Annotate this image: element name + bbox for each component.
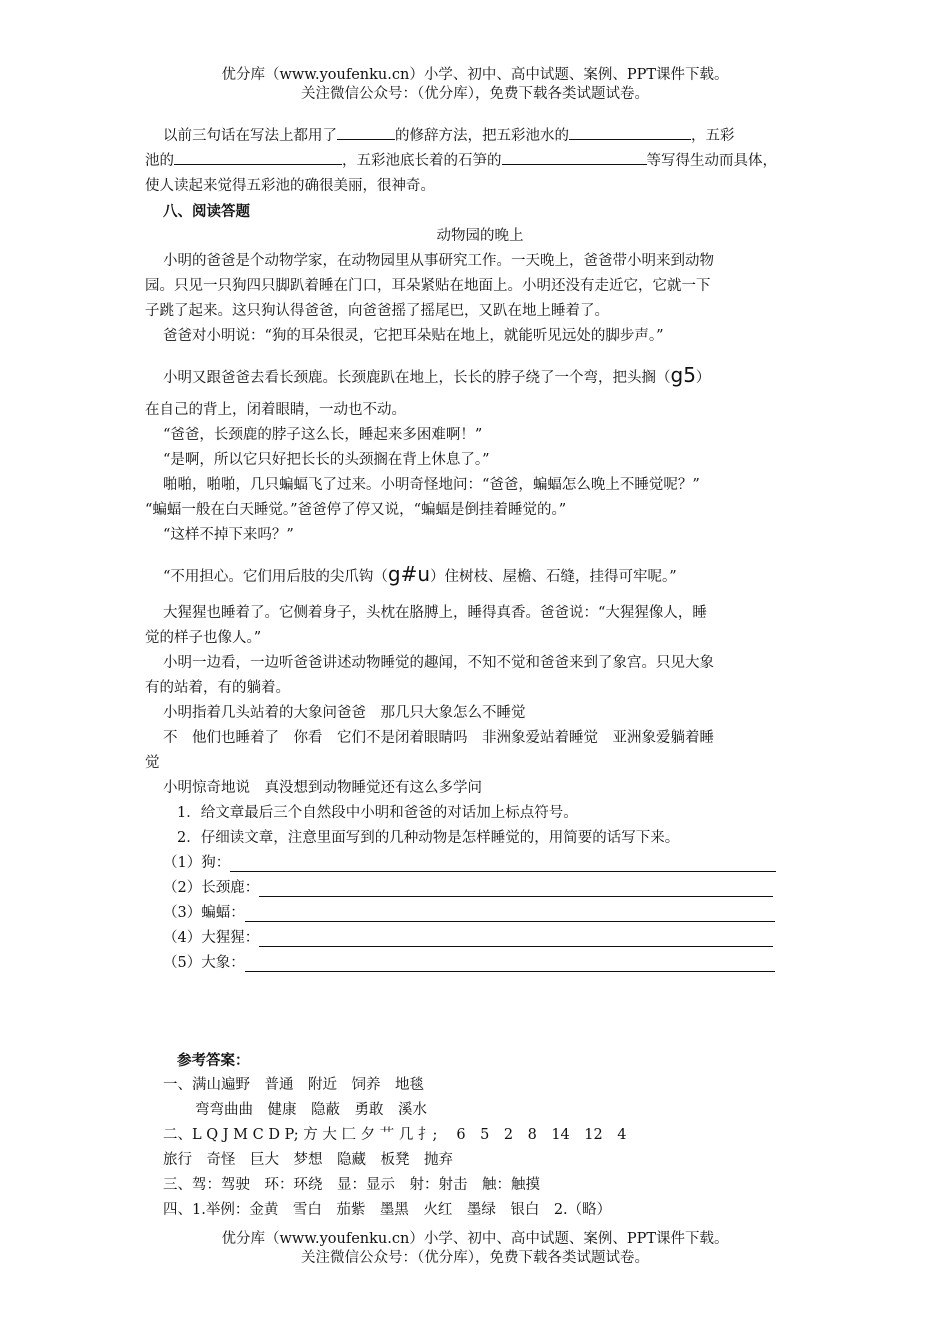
paragraph: “是啊，所以它只好把长长的头颈搁在背上休息了。” xyxy=(163,452,490,468)
answer-line: 二、L Q J M C D P; 方 大 匚 夕 艹 几 扌; 6 5 2 8 14 12 4 xyxy=(163,1127,627,1143)
paragraph xyxy=(145,554,815,597)
paragraph: 觉 xyxy=(145,755,160,771)
main-content xyxy=(145,124,815,1223)
answer-line: 旅行 奇怪 巨大 梦想 隐藏 板凳 抛弃 xyxy=(163,1152,453,1168)
footer-line-1: 优分库（www.youfenku.cn）小学、初中、高中试题、案例、PPT课件下载。 xyxy=(221,1231,729,1247)
paragraph: 小明一边看，一边听爸爸讲述动物睡觉的趣闻，不知不觉和爸爸来到了象宫。只见大象 xyxy=(163,655,714,671)
paragraph: 小明的爸爸是个动物学家，在动物园里从事研究工作。一天晚上，爸爸带小明来到动物 xyxy=(163,253,714,269)
paragraph xyxy=(145,355,815,398)
paragraph: “爸爸，长颈鹿的脖子这么长，睡起来多困难啊！” xyxy=(163,427,483,443)
question-2: 2．仔细读文章，注意里面写到的几种动物是怎样睡觉的，用简要的话写下来。 xyxy=(177,830,680,846)
blank-line xyxy=(502,149,647,165)
answer-blank[interactable] xyxy=(245,954,775,972)
paragraph: “这样不掉下来吗？” xyxy=(163,527,294,543)
intro-text: 以前三句话在写法上都用了 xyxy=(163,128,337,144)
question-1: 1．给文章最后三个自然段中小明和爸爸的对话加上标点符号。 xyxy=(177,805,578,821)
paragraph: 在自己的背上，闭着眼睛，一动也不动。 xyxy=(145,402,406,418)
fill-label: （1）狗： xyxy=(163,855,231,871)
intro-line-3: 使人读起来觉得五彩池的确很美丽，很神奇。 xyxy=(145,178,435,194)
fill-label: （5）大象： xyxy=(163,955,245,971)
pinyin-glyph: g#u xyxy=(387,562,431,586)
paragraph: 子跳了起来。这只狗认得爸爸，向爸爸摇了摇尾巴，又趴在地上睡着了。 xyxy=(145,303,609,319)
paragraph-text: 小明又跟爸爸去看长颈鹿。长颈鹿趴在地上，长长的脖子绕了一个弯，把头搁（ xyxy=(163,370,671,386)
spacer xyxy=(145,976,815,1048)
paragraph: 大猩猩也睡着了。它侧着身子，头枕在胳膊上，睡得真香。爸爸说：“大猩猩像人，睡 xyxy=(163,605,707,621)
article-title: 动物园的晚上 xyxy=(436,228,524,244)
fill-label: （2）长颈鹿： xyxy=(163,880,260,896)
answers-heading: 参考答案： xyxy=(177,1052,250,1069)
answer-line: 弯弯曲曲 健康 隐蔽 勇敢 溪水 xyxy=(195,1102,427,1118)
intro-text: ，五彩 xyxy=(691,128,735,144)
paragraph: 不 他们也睡着了 你看 它们不是闭着眼睛吗 非洲象爱站着睡觉 亚洲象爱躺着睡 xyxy=(163,730,714,746)
header-line-2: 关注微信公众号：（优分库），免费下载各类试题试卷。 xyxy=(301,86,649,102)
intro-text: ，五彩池底长着的石笋的 xyxy=(342,153,502,169)
answer-line: 三、驾：驾驶 环：环绕 显：显示 射：射击 触：触摸 xyxy=(163,1177,540,1193)
answer-blank[interactable] xyxy=(259,929,773,947)
fill-row-bat xyxy=(145,901,815,926)
fill-row-gorilla xyxy=(145,926,815,951)
paragraph: 小明指着几头站着的大象问爸爸 那几只大象怎么不睡觉 xyxy=(163,705,526,721)
fill-label: （3）蝙蝠： xyxy=(163,905,245,921)
paragraph: 爸爸对小明说：“狗的耳朵很灵，它把耳朵贴在地上，就能听见远处的脚步声。” xyxy=(163,328,664,344)
intro-text: 的修辞方法，把五彩池水的 xyxy=(395,128,569,144)
paragraph-text: “不用担心。它们用后肢的尖爪钩（ xyxy=(163,569,388,585)
answer-blank[interactable] xyxy=(230,854,776,872)
fill-row-elephant xyxy=(145,951,815,976)
page-footer xyxy=(0,1230,950,1268)
paragraph: 有的站着，有的躺着。 xyxy=(145,680,290,696)
answer-blank[interactable] xyxy=(259,879,773,897)
paragraph-text: ）住树枝、屋檐、石缝，挂得可牢呢。” xyxy=(430,569,677,585)
blank-line xyxy=(174,149,342,165)
blank-line xyxy=(337,124,395,140)
blank-line xyxy=(569,124,691,140)
intro-text: 池的 xyxy=(145,153,174,169)
answer-line: 一、满山遍野 普通 附近 饲养 地毯 xyxy=(163,1077,424,1093)
intro-line-2 xyxy=(145,149,815,174)
paragraph: 小明惊奇地说 真没想到动物睡觉还有这么多学问 xyxy=(163,780,482,796)
pinyin-glyph: g5 xyxy=(670,363,696,387)
paragraph: 啪啪，啪啪，几只蝙蝠飞了过来。小明奇怪地问：“爸爸，蝙蝠怎么晚上不睡觉呢？” xyxy=(163,477,700,493)
header-line-1: 优分库（www.youfenku.cn）小学、初中、高中试题、案例、PPT课件下载。 xyxy=(221,67,729,83)
paragraph-text: ） xyxy=(695,370,711,386)
fill-row-giraffe xyxy=(145,876,815,901)
answer-line: 四、1.举例：金黄 雪白 茄紫 墨黑 火红 墨绿 银白 2.（略） xyxy=(163,1202,612,1218)
paragraph: 觉的样子也像人。” xyxy=(145,630,262,646)
footer-line-2: 关注微信公众号：（优分库），免费下载各类试题试卷。 xyxy=(301,1250,649,1266)
answer-blank[interactable] xyxy=(245,904,775,922)
fill-label: （4）大猩猩： xyxy=(163,930,260,946)
section-heading: 八、阅读答题 xyxy=(163,203,250,220)
fill-row-dog xyxy=(145,851,815,876)
paragraph: “蝙蝠一般在白天睡觉。”爸爸停了停又说，“蝙蝠是倒挂着睡觉的。” xyxy=(145,502,567,518)
intro-line-1 xyxy=(145,124,815,149)
paragraph: 园。只见一只狗四只脚趴着睡在门口，耳朵紧贴在地面上。小明还没有走近它，它就一下 xyxy=(145,278,711,294)
intro-text: 等写得生动而具体， xyxy=(646,153,777,169)
page-header xyxy=(0,66,950,104)
